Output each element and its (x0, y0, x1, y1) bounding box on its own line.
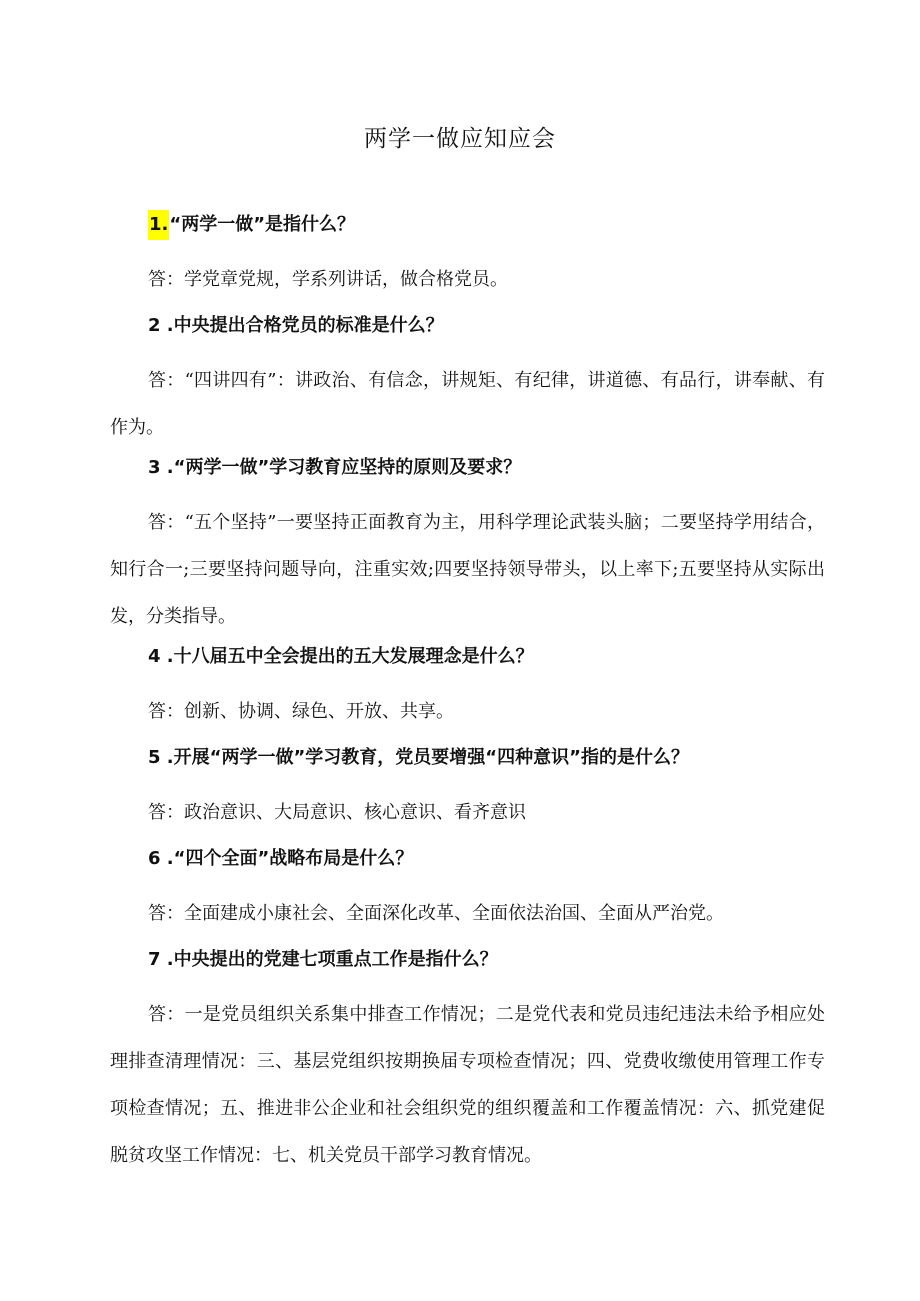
question (148, 844, 825, 874)
question (148, 311, 825, 341)
qa-list (110, 210, 825, 1181)
question-number: 7 . (148, 949, 174, 970)
qa-item-1 (110, 210, 825, 303)
question-number: 2 . (148, 315, 174, 336)
answer: 答：学党章党规，学系列讲话，做合格党员。 (148, 269, 508, 290)
question-text: 开展“两学一做”学习教育，党员要增强“四种意识”指的是什么？ (173, 747, 689, 768)
question-number-highlighted: 1. (148, 210, 169, 240)
question-text: 中央提出合格党员的标准是什么？ (173, 315, 444, 336)
question (148, 743, 825, 773)
qa-item-2 (110, 311, 825, 451)
question-text: “两学一做”是指什么？ (169, 214, 356, 235)
answer: 答：全面建成小康社会、全面深化改革、全面依法治国、全面从严治党。 (148, 903, 724, 924)
qa-item-7 (110, 945, 825, 1179)
question-number: 4 . (148, 646, 174, 667)
qa-item-4 (110, 642, 825, 735)
document-title: 两学一做应知应会 (364, 126, 556, 152)
qa-item-3 (110, 453, 825, 640)
question (148, 945, 825, 975)
question-text: “两学一做”学习教育应坚持的原则及要求？ (173, 457, 522, 478)
question (148, 210, 825, 240)
qa-item-5 (110, 743, 825, 836)
question (148, 453, 825, 483)
question-text: “四个全面”战略布局是什么？ (173, 848, 414, 869)
answer: 答：“五个坚持”一要坚持正面教育为主，用科学理论武装头脑；二要坚持学用结合，知行合一;三要坚持问题导向，注重实效;四要坚持领导带头，以上率下;五要坚持从实际出发，分类指导。 (110, 512, 825, 627)
question-number: 6 . (148, 848, 174, 869)
question-number: 5 . (148, 747, 174, 768)
answer: 答：一是党员组织关系集中排查工作情况；二是党代表和党员违纪违法未给予相应处理排查清理情况：三、基层党组织按期换届专项检查情况；四、党费收缴使用管理工作专项检查情况；五、推进非公企业和社会组织党的组织覆盖和工作覆盖情况：六、抓党建促脱贫攻坚工作情况：七、机关党员干部学习教育情况。 (110, 1004, 825, 1166)
question-text: 十八届五中全会提出的五大发展理念是什么？ (173, 646, 534, 667)
question (148, 642, 825, 672)
answer: 答：政治意识、大局意识、核心意识、看齐意识 (148, 802, 526, 823)
answer: 答：创新、协调、绿色、开放、共享。 (148, 701, 454, 722)
qa-item-6 (110, 844, 825, 937)
question-text: 中央提出的党建七项重点工作是指什么？ (173, 949, 498, 970)
question-number: 3 . (148, 457, 174, 478)
answer: 答：“四讲四有”：讲政治、有信念，讲规矩、有纪律，讲道德、有品行，讲奉献、有作为。 (110, 370, 825, 438)
